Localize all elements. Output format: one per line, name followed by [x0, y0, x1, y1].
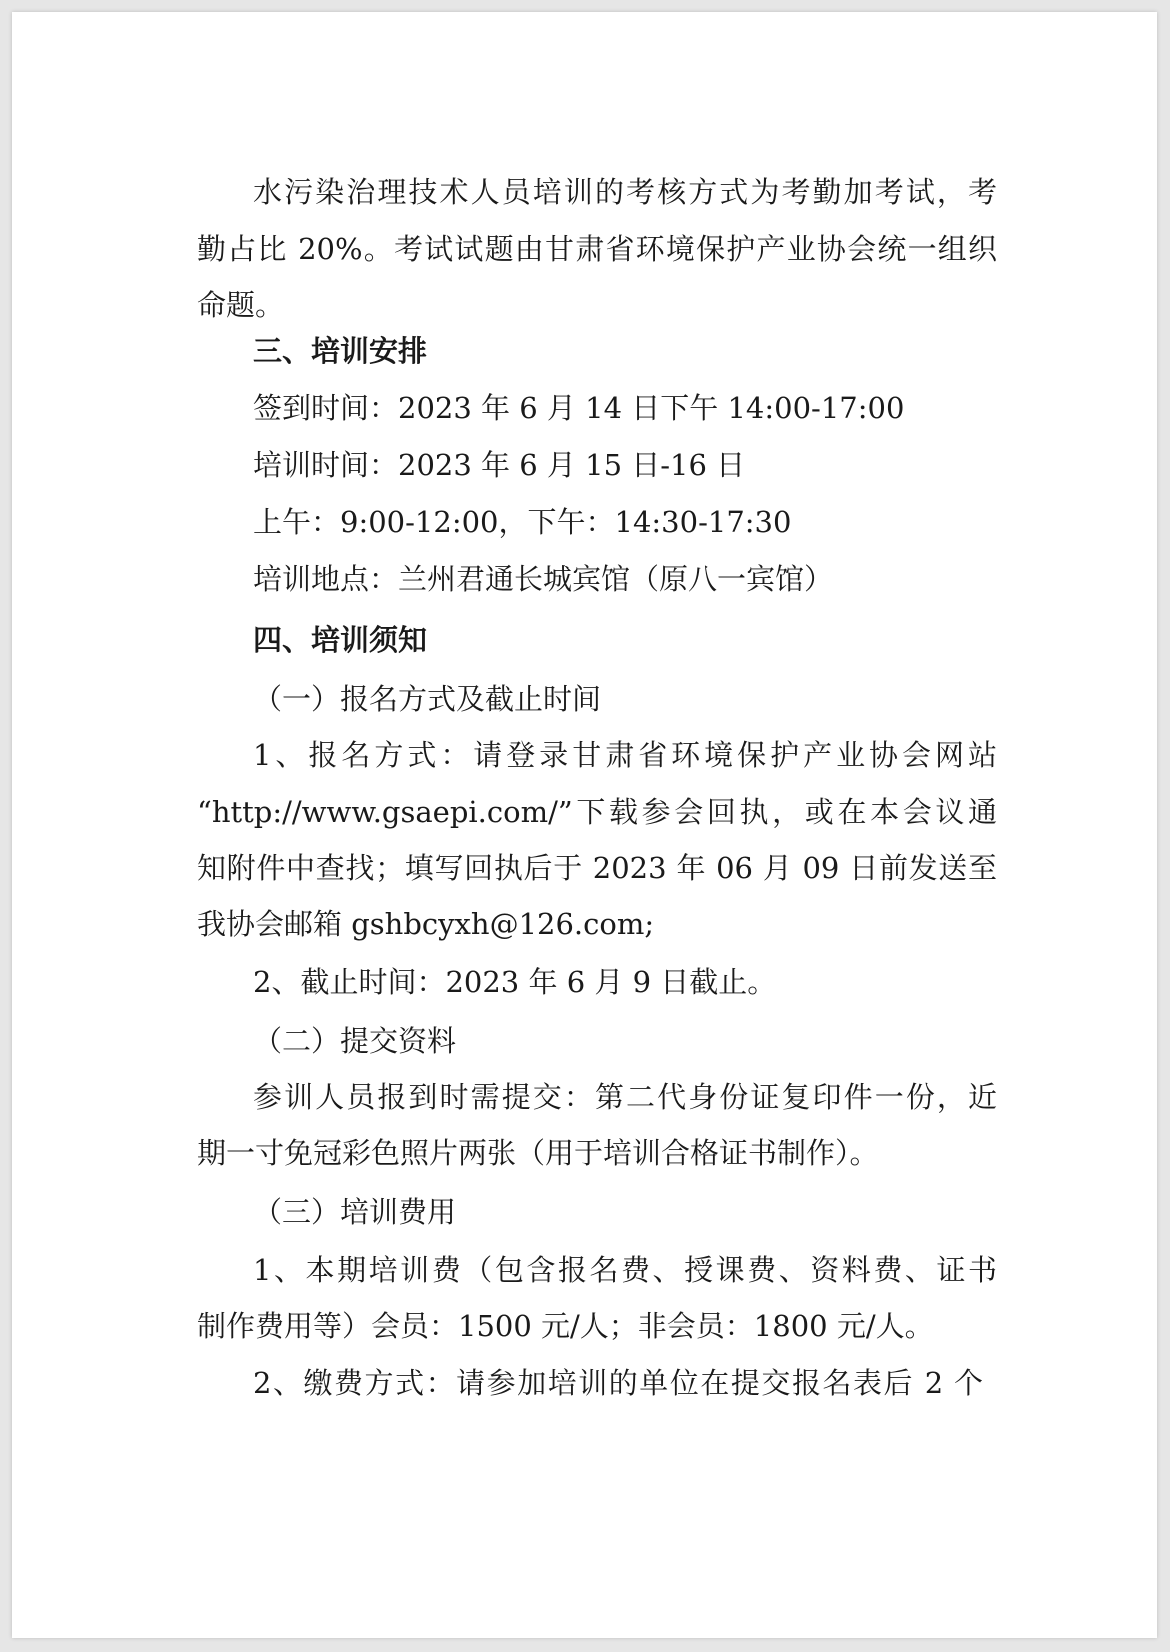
training-location: 培训地点：兰州君通长城宾馆（原八一宾馆）: [253, 562, 834, 596]
paragraph-line: 勤占比 20%。考试试题由甘肃省环境保护产业协会统一组织: [197, 232, 997, 266]
paragraph-line: 1、报名方式：请登录甘肃省环境保护产业协会网站: [253, 738, 997, 772]
paragraph-line: 1、本期培训费（包含报名费、授课费、资料费、证书: [253, 1253, 997, 1287]
training-time: 培训时间：2023 年 6 月 15 日-16 日: [253, 448, 746, 482]
paragraph-line: 制作费用等）会员：1500 元/人；非会员：1800 元/人。: [197, 1309, 934, 1343]
document-page: [12, 12, 1157, 1638]
registration-deadline: 2、截止时间：2023 年 6 月 9 日截止。: [253, 965, 777, 999]
section-heading-training-notice: 四、培训须知: [253, 623, 428, 657]
paragraph-line: 命题。: [197, 288, 285, 322]
subsection-title-fees: （三）培训费用: [253, 1195, 457, 1229]
subsection-title-documents: （二）提交资料: [253, 1024, 457, 1058]
paragraph-line: “http://www.gsaepi.com/”下载参会回执，或在本会议通: [197, 795, 997, 829]
section-heading-training-arrangement: 三、培训安排: [253, 334, 428, 368]
paragraph-line: 参训人员报到时需提交：第二代身份证复印件一份，近: [253, 1080, 997, 1114]
subsection-title-registration: （一）报名方式及截止时间: [253, 682, 602, 716]
checkin-time: 签到时间：2023 年 6 月 14 日下午 14:00-17:00: [253, 391, 905, 425]
paragraph-line: 我协会邮箱 gshbcyxh@126.com;: [197, 907, 655, 941]
paragraph-line: 期一寸免冠彩色照片两张（用于培训合格证书制作）。: [197, 1136, 879, 1170]
paragraph-line: 知附件中查找；填写回执后于 2023 年 06 月 09 日前发送至: [197, 851, 997, 885]
daily-schedule: 上午：9:00-12:00，下午：14:30-17:30: [253, 505, 792, 539]
paragraph-line: 水污染治理技术人员培训的考核方式为考勤加考试，考: [253, 175, 997, 209]
paragraph-line: 2、缴费方式：请参加培训的单位在提交报名表后 2 个: [253, 1366, 983, 1400]
